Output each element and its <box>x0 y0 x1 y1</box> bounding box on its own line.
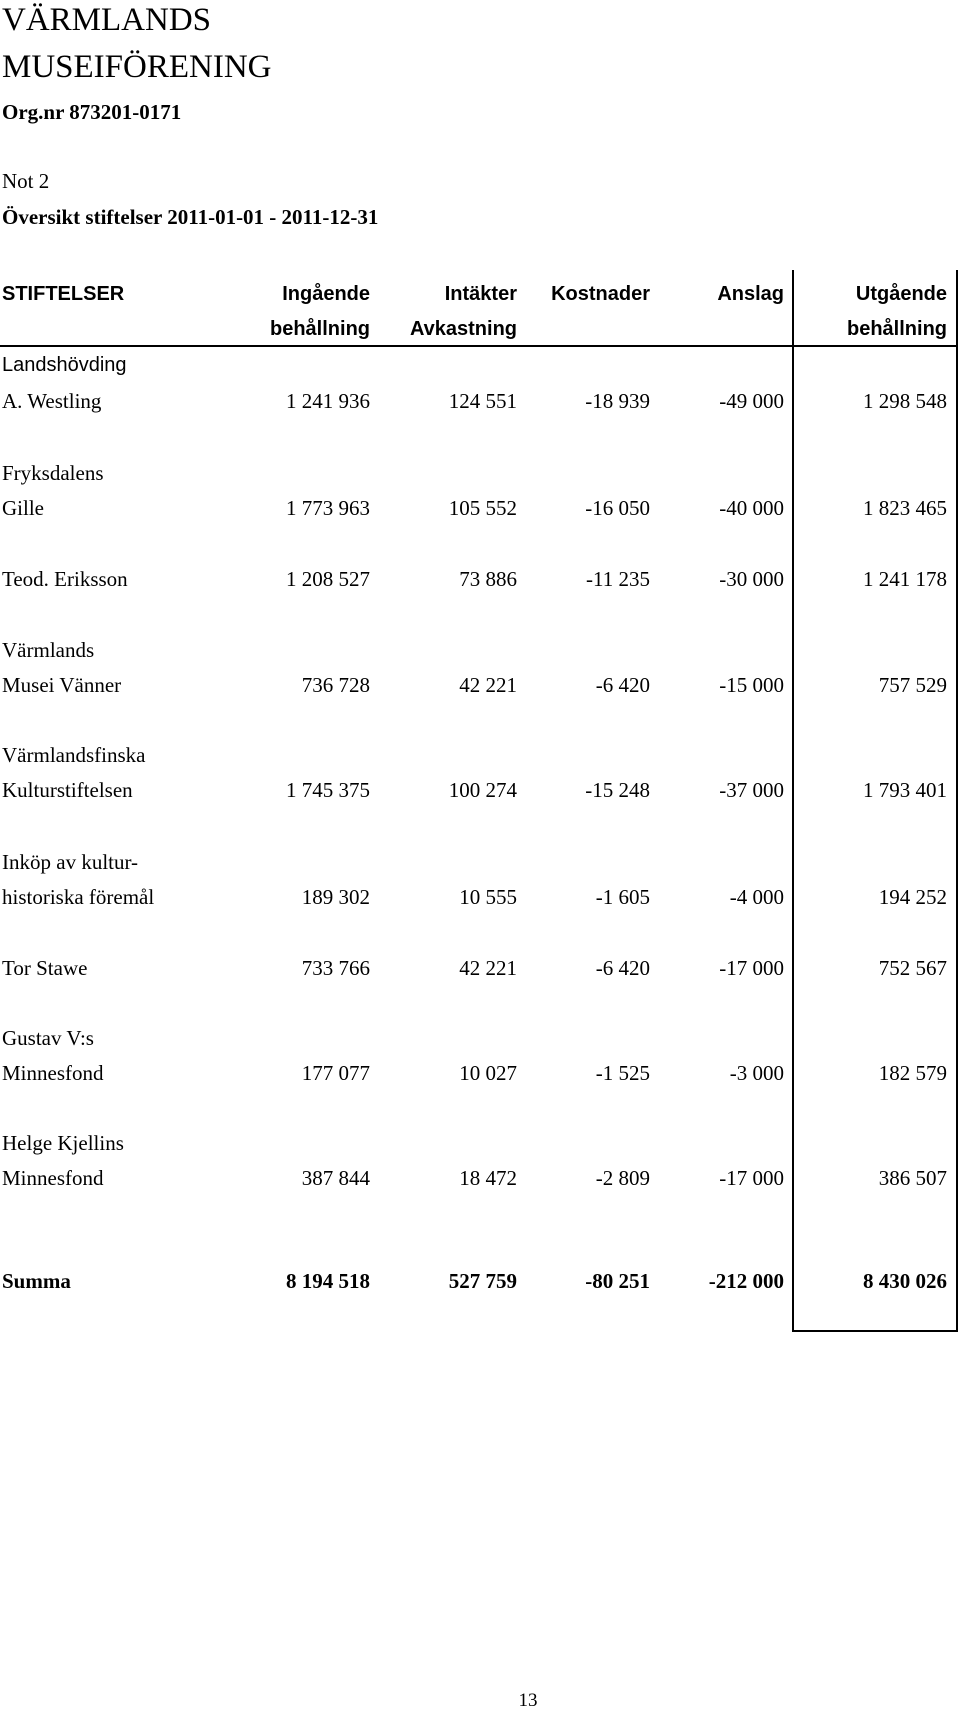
cell-opening: 1 241 936 <box>286 389 370 413</box>
cell-closing: 182 579 <box>878 1061 947 1085</box>
cell-opening: 1 208 527 <box>286 567 370 591</box>
cell-income: 10 027 <box>459 1061 517 1085</box>
org-name-line2: MUSEIFÖRENING <box>2 49 272 85</box>
row-name-line1: Fryksdalens <box>2 461 104 485</box>
row-name-line2: Gille <box>2 496 44 520</box>
row-name-line2: Tor Stawe <box>2 956 88 980</box>
row-name-line2: A. Westling <box>2 389 102 413</box>
cell-grants: -30 000 <box>719 567 784 591</box>
cell-grants: -17 000 <box>719 956 784 980</box>
total-closing: 8 430 026 <box>863 1269 947 1293</box>
column-header-opening-sub: behållning <box>270 318 370 340</box>
cell-closing: 757 529 <box>878 673 947 697</box>
cell-opening: 733 766 <box>301 956 370 980</box>
cell-closing: 194 252 <box>878 885 947 909</box>
row-name-line2: Musei Vänner <box>2 673 122 697</box>
total-income: 527 759 <box>448 1269 517 1293</box>
cell-grants: -3 000 <box>729 1061 784 1085</box>
column-header-opening: Ingående <box>282 283 370 305</box>
cell-closing: 1 241 178 <box>863 567 947 591</box>
column-header-name: STIFTELSER <box>2 283 125 305</box>
cell-income: 42 221 <box>459 673 517 697</box>
cell-opening: 387 844 <box>301 1166 370 1190</box>
cell-income: 42 221 <box>459 956 517 980</box>
cell-costs: -2 809 <box>595 1166 650 1190</box>
cell-income: 73 886 <box>459 567 517 591</box>
cell-costs: -1 605 <box>595 885 650 909</box>
cell-income: 124 551 <box>448 389 517 413</box>
cell-costs: -6 420 <box>595 673 650 697</box>
column-header-income: Intäkter <box>444 283 517 305</box>
total-costs: -80 251 <box>585 1269 650 1293</box>
row-name-line1: Värmlands <box>2 638 95 662</box>
column-header-income-sub: Avkastning <box>409 318 517 340</box>
row-name-line2: Teod. Eriksson <box>2 567 128 591</box>
total-label: Summa <box>2 1269 71 1293</box>
column-header-closing-sub: behållning <box>847 318 947 340</box>
cell-grants: -17 000 <box>719 1166 784 1190</box>
cell-income: 10 555 <box>459 885 517 909</box>
cell-income: 18 472 <box>459 1166 517 1190</box>
row-name-line1: Gustav V:s <box>2 1026 94 1050</box>
total-opening: 8 194 518 <box>286 1269 370 1293</box>
cell-opening: 177 077 <box>301 1061 370 1085</box>
cell-costs: -11 235 <box>586 567 650 591</box>
cell-closing: 1 298 548 <box>863 389 947 413</box>
cell-opening: 189 302 <box>301 885 370 909</box>
header-divider <box>0 345 958 347</box>
cell-grants: -40 000 <box>719 496 784 520</box>
column-header-closing: Utgående <box>855 283 947 305</box>
table-border-bottom <box>792 1330 958 1332</box>
note-heading: Not 2 <box>2 169 50 193</box>
table-subtitle: Översikt stiftelser 2011-01-01 - 2011-12-31 <box>2 205 379 229</box>
cell-grants: -37 000 <box>719 778 784 802</box>
cell-costs: -16 050 <box>585 496 650 520</box>
table-border-left <box>792 270 794 1332</box>
cell-grants: -49 000 <box>719 389 784 413</box>
cell-costs: -1 525 <box>595 1061 650 1085</box>
cell-closing: 386 507 <box>878 1166 947 1190</box>
cell-income: 100 274 <box>448 778 517 802</box>
cell-opening: 736 728 <box>301 673 370 697</box>
table-border-right <box>956 270 958 1332</box>
cell-closing: 752 567 <box>878 956 947 980</box>
row-name-line1: Landshövding <box>2 354 127 376</box>
cell-opening: 1 773 963 <box>286 496 370 520</box>
row-name-line2: Minnesfond <box>2 1061 104 1085</box>
cell-income: 105 552 <box>448 496 517 520</box>
row-name-line2: Kulturstiftelsen <box>2 778 133 802</box>
row-name-line1: Värmlandsfinska <box>2 743 146 767</box>
cell-closing: 1 823 465 <box>863 496 947 520</box>
row-name-line1: Inköp av kultur- <box>2 850 139 874</box>
cell-costs: -15 248 <box>585 778 650 802</box>
total-grants: -212 000 <box>708 1269 784 1293</box>
org-name-line1: VÄRMLANDS <box>2 2 212 38</box>
cell-costs: -6 420 <box>595 956 650 980</box>
cell-grants: -4 000 <box>729 885 784 909</box>
cell-grants: -15 000 <box>719 673 784 697</box>
cell-opening: 1 745 375 <box>286 778 370 802</box>
row-name-line1: Helge Kjellins <box>2 1131 124 1155</box>
row-name-line2: historiska föremål <box>2 885 155 909</box>
column-header-grants: Anslag <box>717 283 784 305</box>
column-header-costs: Kostnader <box>551 283 650 305</box>
cell-costs: -18 939 <box>585 389 650 413</box>
cell-closing: 1 793 401 <box>863 778 947 802</box>
org-number: Org.nr 873201-0171 <box>2 100 182 124</box>
row-name-line2: Minnesfond <box>2 1166 104 1190</box>
page-number: 13 <box>518 1690 538 1711</box>
